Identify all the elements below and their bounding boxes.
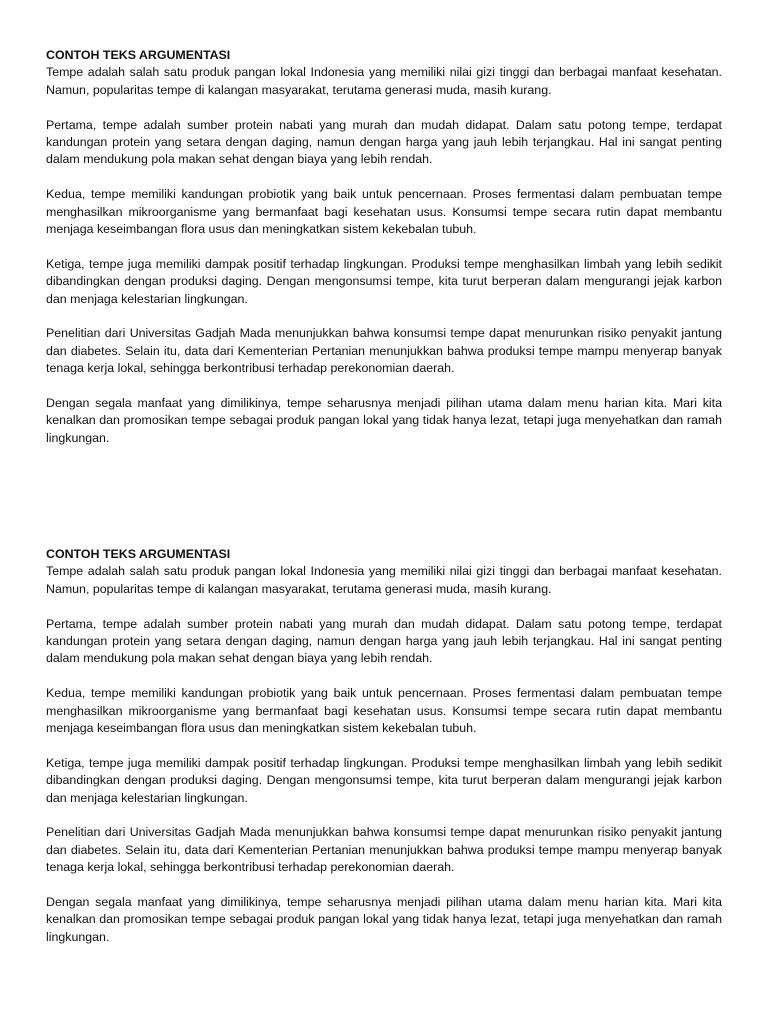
document-heading: CONTOH TEKS ARGUMENTASI <box>46 547 231 561</box>
paragraph-intro: Tempe adalah salah satu produk pangan lokal Indonesia yang memiliki nilai gizi tinggi dan berbagai manfaat kesehatan. Namun, popularitas tempe di kalangan masyarakat, terutama generasi muda, masih kurang. <box>46 564 722 596</box>
document-heading: CONTOH TEKS ARGUMENTASI <box>46 48 231 62</box>
paragraph-first-argument: Pertama, tempe adalah sumber protein nabati yang murah dan mudah didapat. Dalam satu potong tempe, terdapat kandungan protein yang setara dengan daging, namun dengan harga yang jauh lebih terjangkau. Hal ini sangat penting dalam mendukung pola makan sehat dengan biaya yang lebih rendah. <box>46 117 722 167</box>
paragraph-evidence: Penelitian dari Universitas Gadjah Mada menunjukkan bahwa konsumsi tempe dapat menurunkan risiko penyakit jantung dan diabetes. Selain itu, data dari Kementerian Pertanian menunjukkan bahwa produksi tempe mampu menyerap banyak tenaga kerja lokal, sehingga berkontribusi terhadap perekonomian daerah. <box>46 825 722 875</box>
paragraph-evidence: Penelitian dari Universitas Gadjah Mada menunjukkan bahwa konsumsi tempe dapat menurunkan risiko penyakit jantung dan diabetes. Selain itu, data dari Kementerian Pertanian menunjukkan bahwa produksi tempe mampu menyerap banyak tenaga kerja lokal, sehingga berkontribusi terhadap perekonomian daerah. <box>46 326 722 376</box>
text-block-2 <box>46 546 722 964</box>
paragraph-intro: Tempe adalah salah satu produk pangan lokal Indonesia yang memiliki nilai gizi tinggi dan berbagai manfaat kesehatan. Namun, popularitas tempe di kalangan masyarakat, terutama generasi muda, masih kurang. <box>46 65 722 97</box>
paragraph-second-argument: Kedua, tempe memiliki kandungan probiotik yang baik untuk pencernaan. Proses fermentasi dalam pembuatan tempe menghasilkan mikroorganisme yang bermanfaat bagi kesehatan usus. Konsumsi tempe secara rutin dapat membantu menjaga keseimbangan flora usus dan meningkatkan sistem kekebalan tubuh. <box>46 686 722 736</box>
paragraph-third-argument: Ketiga, tempe juga memiliki dampak positif terhadap lingkungan. Produksi tempe menghasilkan limbah yang lebih sedikit dibandingkan dengan produksi daging. Dengan mengonsumsi tempe, kita turut berperan dalam mengurangi jejak karbon dan menjaga kelestarian lingkungan. <box>46 256 722 306</box>
paragraph-first-argument: Pertama, tempe adalah sumber protein nabati yang murah dan mudah didapat. Dalam satu potong tempe, terdapat kandungan protein yang setara dengan daging, namun dengan harga yang jauh lebih terjangkau. Hal ini sangat penting dalam mendukung pola makan sehat dengan biaya yang lebih rendah. <box>46 616 722 666</box>
text-block-1 <box>46 47 722 465</box>
paragraph-conclusion: Dengan segala manfaat yang dimilikinya, tempe seharusnya menjadi pilihan utama dalam menu harian kita. Mari kita kenalkan dan promosikan tempe sebagai produk pangan lokal yang tidak hanya lezat, tetapi juga menyehatkan dan ramah lingkungan. <box>46 895 722 944</box>
paragraph-second-argument: Kedua, tempe memiliki kandungan probiotik yang baik untuk pencernaan. Proses fermentasi dalam pembuatan tempe menghasilkan mikroorganisme yang bermanfaat bagi kesehatan usus. Konsumsi tempe secara rutin dapat membantu menjaga keseimbangan flora usus dan meningkatkan sistem kekebalan tubuh. <box>46 187 722 237</box>
paragraph-conclusion: Dengan segala manfaat yang dimilikinya, tempe seharusnya menjadi pilihan utama dalam menu harian kita. Mari kita kenalkan dan promosikan tempe sebagai produk pangan lokal yang tidak hanya lezat, tetapi juga menyehatkan dan ramah lingkungan. <box>46 396 722 445</box>
paragraph-third-argument: Ketiga, tempe juga memiliki dampak positif terhadap lingkungan. Produksi tempe menghasilkan limbah yang lebih sedikit dibandingkan dengan produksi daging. Dengan mengonsumsi tempe, kita turut berperan dalam mengurangi jejak karbon dan menjaga kelestarian lingkungan. <box>46 755 722 805</box>
